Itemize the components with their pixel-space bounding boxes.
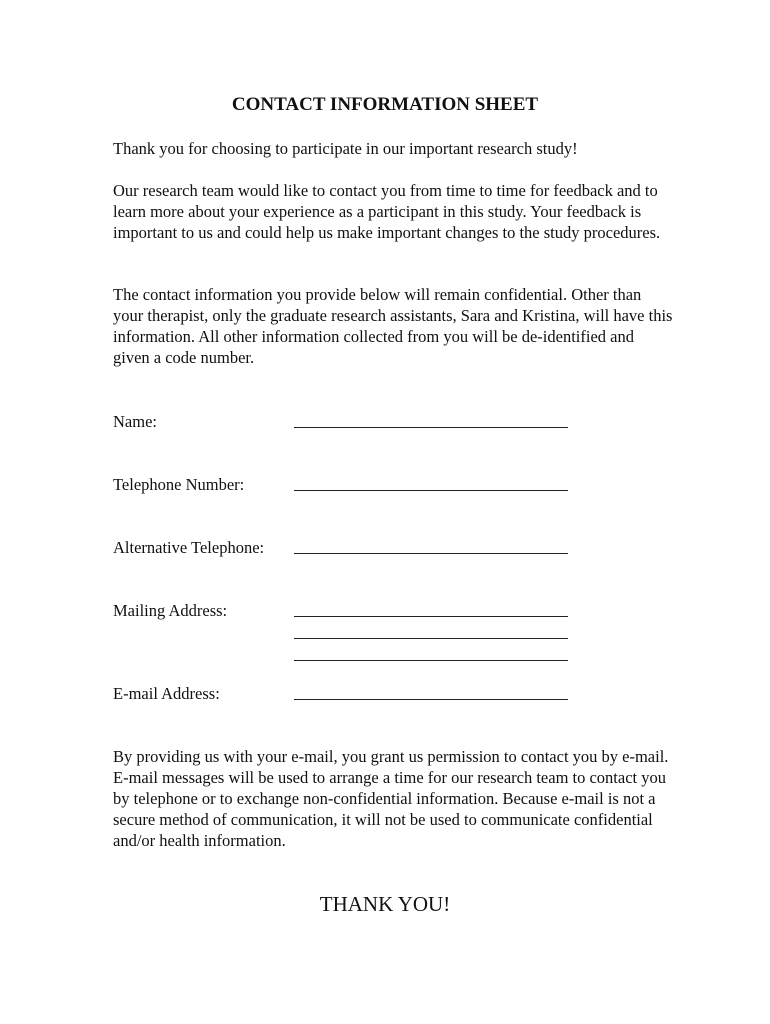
name-label: Name: [113,412,157,431]
telephone-label: Telephone Number: [113,475,245,494]
intro-paragraph: Thank you for choosing to participate in our important research study! [113,139,578,158]
mailing-address-line-2[interactable] [294,638,568,639]
page-title: CONTACT INFORMATION SHEET [231,94,539,115]
mailing-address-line-3[interactable] [294,660,568,661]
confidentiality-paragraph: The contact information you provide below will remain confidential. Other than your therapist, only the graduate research assistants, Sara and Kristina, will have this information. All other information collected from you will be de-identified and given a code number. [113,285,673,367]
name-field-line[interactable] [294,427,568,428]
alt-telephone-label: Alternative Telephone: [113,538,265,557]
feedback-paragraph: Our research team would like to contact you from time to time for feedback and to learn more about your experience as a participant in this study. Your feedback is important to us and could help us make important changes to the study procedures. [113,181,661,242]
alt-telephone-field-line[interactable] [294,553,568,554]
closing-thank-you: THANK YOU! [319,892,451,916]
mailing-address-line-1[interactable] [294,616,568,617]
mailing-address-label: Mailing Address: [113,601,228,620]
email-consent-paragraph: By providing us with your e-mail, you grant us permission to contact you by e-mail. E-mail messages will be used to arrange a time for our research team to contact you by telephone or to exchange non-confidential information. Because e-mail is not a secure method of communication, it will not be used to communicate confidential and/or health information. [113,747,669,850]
email-field-line[interactable] [294,699,568,700]
telephone-field-line[interactable] [294,490,568,491]
email-label: E-mail Address: [113,684,220,703]
